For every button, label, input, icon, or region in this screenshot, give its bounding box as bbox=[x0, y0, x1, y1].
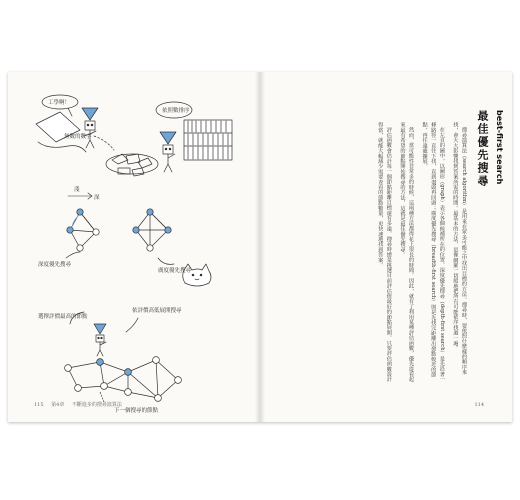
book-label: 依照數排序 bbox=[162, 108, 190, 114]
note-left: 選擇評價最高的節點 bbox=[38, 314, 88, 320]
body-text bbox=[284, 122, 468, 384]
page-title: 最佳優先搜尋 bbox=[476, 110, 489, 188]
left-running-title: 不斷進步的搜尋演算法 bbox=[71, 402, 122, 408]
depth-first-label: 深度優先搜尋 bbox=[38, 262, 72, 268]
body-paragraph-1: 搜尋演算法（search algorithm）是用來在眾多可能之中找出目標的方法。搜尋時，要依照什麼樣的順序來找，會大大影響找到答案所需的時間。最基本的方法，是像網羅一切般地把所有可能依序找過一遍。 bbox=[452, 122, 467, 375]
book-spread bbox=[8, 72, 512, 422]
breadth-first-label: 廣度優先搜尋 bbox=[158, 268, 192, 274]
pile-label: 無數的數字 bbox=[64, 134, 92, 140]
bubble-text: 工學啊！ bbox=[48, 100, 71, 106]
illustration-panel-3 bbox=[65, 312, 182, 402]
robot-icon bbox=[82, 108, 98, 148]
page-subtitle: best-first search bbox=[495, 110, 504, 185]
robot-icon-3 bbox=[94, 324, 106, 356]
note-top: 依評價高低展開搜尋 bbox=[132, 308, 182, 314]
left-page bbox=[8, 72, 260, 422]
body-paragraph-3: 然而，當可能性非常多的時候，這兩種方法都得花上很長的時間。因此，就有了利用某種評估函數，優先從看起來最有希望的節點開始搜尋的方法，這就是最佳優先搜尋。 bbox=[399, 122, 415, 382]
body-paragraph-2: 在左頁的圖中，以圖形（graph）表示各個候補所在的位置。深度優先搜尋（depth-first search）是先沿著一條路徑一直往下找，直到盡頭再回頭；廣度優先搜尋（breadth-first search）則是先找完距離出發點較近的節點，再往遠處擴展。 bbox=[421, 122, 445, 382]
right-page-number: 114 bbox=[474, 402, 484, 408]
search-graph bbox=[65, 357, 182, 402]
left-page-number: 115 bbox=[34, 402, 44, 408]
left-chapter: 第4章 bbox=[51, 402, 65, 408]
body-paragraph-4: 評估函數會估計每一個節點距離目標還有多遠，搜尋時總是挑選目前評估值最好的節點展開。只要評估函數設計得當，就能大幅減少需要查看的節點數量，更快速地找到答案。 bbox=[377, 122, 392, 382]
bookshelf-icon bbox=[184, 120, 232, 160]
deep-label: 深 bbox=[94, 195, 100, 201]
graph-breadth bbox=[133, 209, 171, 251]
right-page bbox=[260, 72, 512, 422]
next-node-label: 下一個搜尋的節點 bbox=[114, 408, 159, 414]
illustration-area bbox=[8, 72, 260, 422]
left-footer bbox=[34, 401, 128, 408]
shallow-label: 淺 bbox=[74, 187, 80, 193]
robot-icon-2 bbox=[160, 132, 176, 172]
graph-depth bbox=[67, 209, 99, 251]
